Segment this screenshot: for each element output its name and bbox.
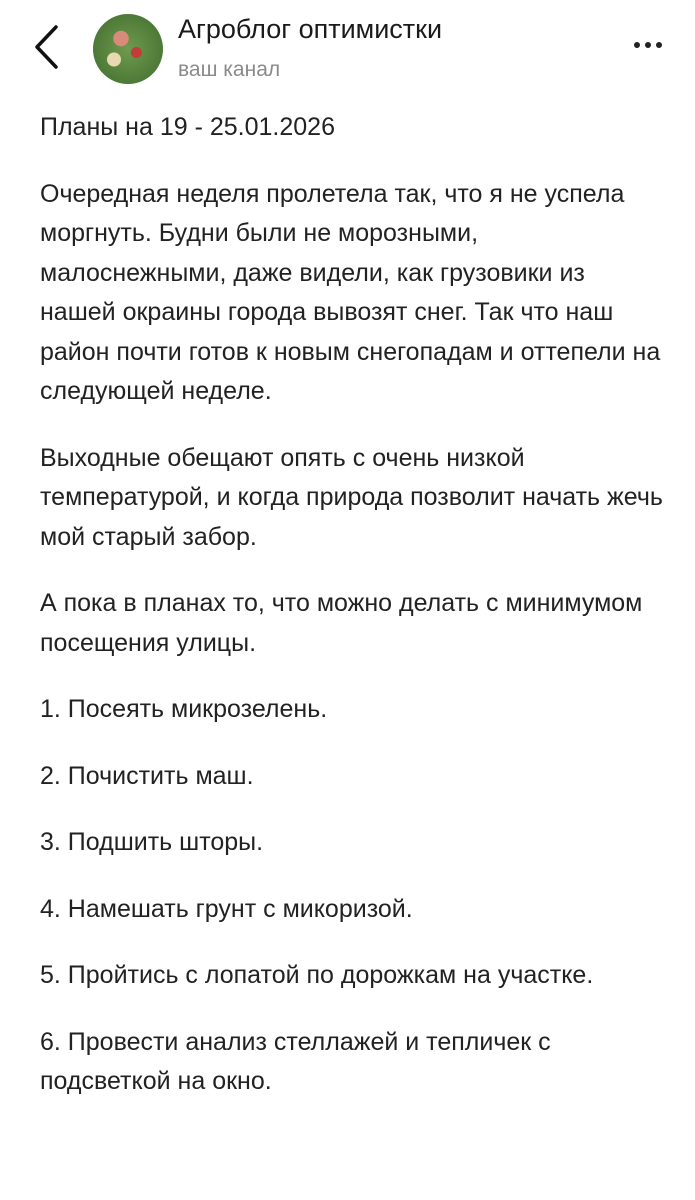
back-button[interactable] — [30, 24, 64, 70]
channel-subtitle: ваш канал — [178, 58, 281, 81]
more-dot-icon — [645, 42, 651, 48]
more-options-button[interactable] — [628, 30, 668, 60]
more-dot-icon — [656, 42, 662, 48]
list-item: 2. Почистить маш. — [40, 761, 254, 790]
paragraph: Выходные обещают опять с очень низкой температурой, и когда природа позволит начать жечь мой старый забор. — [40, 443, 663, 551]
channel-name[interactable]: Агроблог оптимистки — [178, 14, 443, 44]
article-title: Планы на 19 - 25.01.2026 — [40, 113, 335, 141]
paragraph: Очередная неделя пролетела так, что я не успела моргнуть. Будни были не морозными, малоснежными, даже видели, как грузовики из нашей окраины города вывозят снег. Так что наш район почти готов к новым снегопадам и оттепели на следующей неделе. — [40, 179, 661, 405]
list-item: 4. Намешать грунт с микоризой. — [40, 894, 413, 923]
list-item: 5. Пройтись с лопатой по дорожкам на участке. — [40, 961, 594, 989]
article-body — [0, 100, 695, 1102]
list-item: 1. Посеять микрозелень. — [40, 695, 328, 723]
more-dot-icon — [634, 42, 640, 48]
channel-header — [0, 0, 695, 100]
list-item: 6. Провести анализ стеллажей и тепличек с подсветкой на окно. — [40, 1027, 551, 1095]
paragraph: А пока в планах то, что можно делать с минимумом посещения улицы. — [40, 589, 643, 657]
list-item: 3. Подшить шторы. — [40, 828, 264, 856]
channel-avatar[interactable] — [93, 14, 163, 84]
chevron-left-icon — [30, 24, 64, 70]
